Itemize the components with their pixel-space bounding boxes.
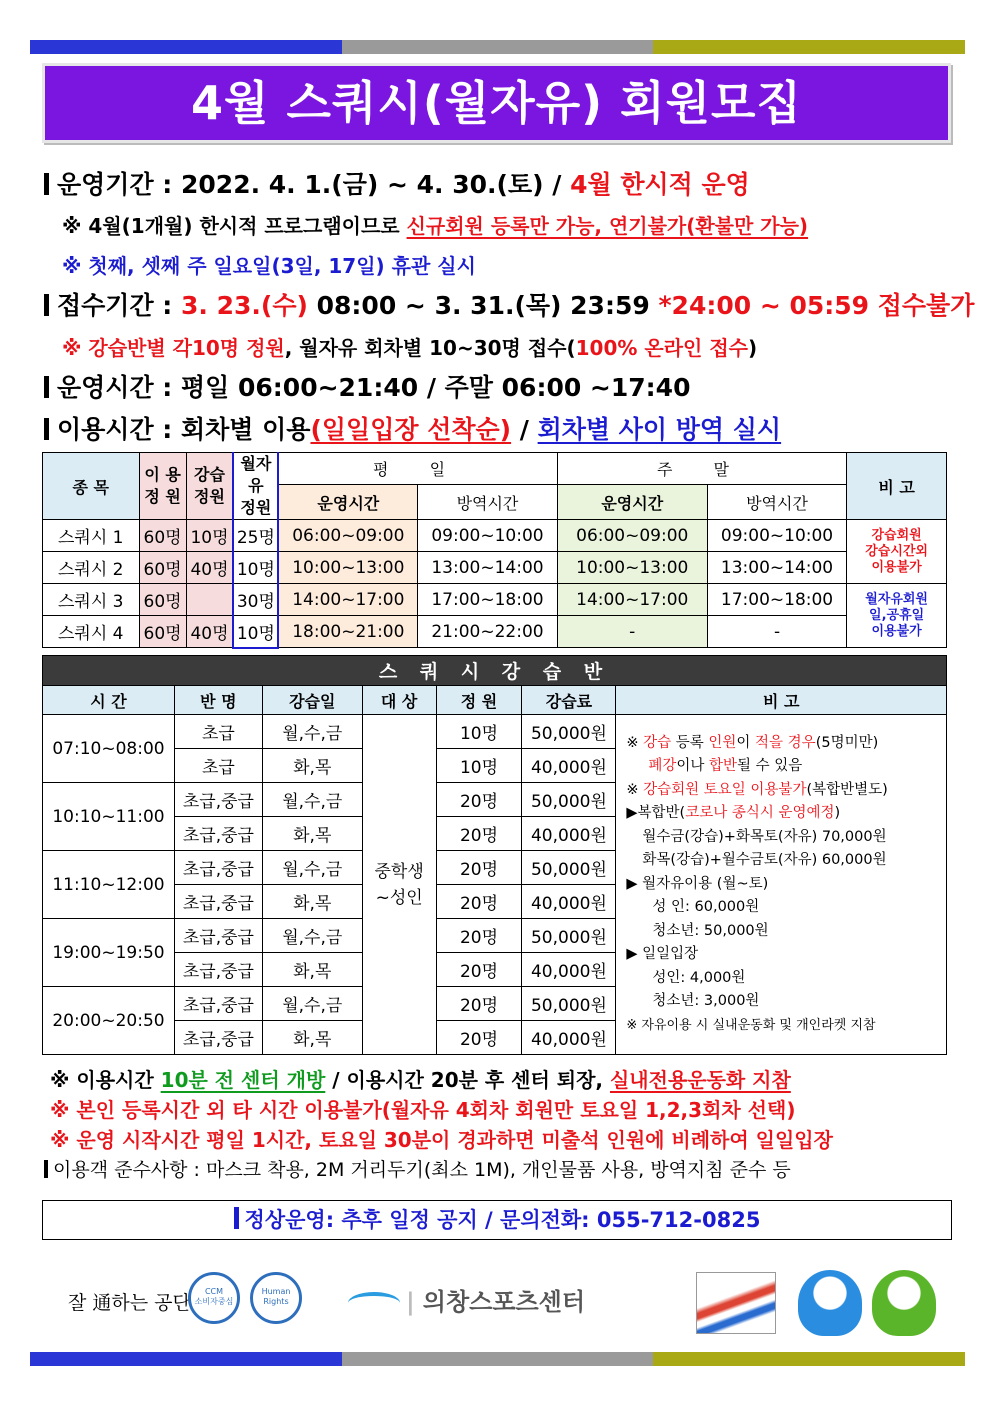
row-days: 화,목 xyxy=(262,749,362,783)
col-weekday: 평 일 xyxy=(278,453,557,485)
row-capacity: 20명 xyxy=(436,851,522,885)
row-days: 월,수,금 xyxy=(262,919,362,953)
row-capacity: 10명 xyxy=(436,749,522,783)
contact-text: 정상운영: 추후 일정 공지 / 문의전화: 055-712-0825 xyxy=(244,1208,761,1232)
slot-time: 11:10~12:00 xyxy=(43,851,175,919)
row-we-dis: - xyxy=(707,616,846,648)
row-days: 월,수,금 xyxy=(262,783,362,817)
contact-box xyxy=(42,1200,952,1240)
bullet-bar-icon xyxy=(44,173,49,195)
row-days: 화,목 xyxy=(262,1021,362,1055)
table-row xyxy=(43,715,947,749)
footnote-3: ※ 운영 시작시간 평일 1시간, 토요일 30분이 경과하면 미출석 인원에 비례하여 일일입장 xyxy=(50,1128,833,1152)
bullet-bar-icon xyxy=(44,1160,48,1178)
row-class: 초급,중급 xyxy=(174,1021,262,1055)
col-we-op: 운영시간 xyxy=(557,485,707,520)
footnote-2: ※ 본인 등록시간 외 타 시간 이용불가(월자유 4회차 회원만 토요일 1,2,3회차 선택) xyxy=(50,1098,796,1122)
row-cap: 60명 xyxy=(139,584,186,616)
note-mark: ※ xyxy=(626,781,639,798)
table-row xyxy=(43,616,947,648)
footnote-1 xyxy=(50,1064,791,1093)
row-lesson xyxy=(186,584,233,616)
row-cap: 60명 xyxy=(139,520,186,552)
note-text: (5명미만) xyxy=(815,734,879,751)
row-wd-dis: 09:00~10:00 xyxy=(418,520,557,552)
note-text: 합반 xyxy=(709,758,738,775)
note-line xyxy=(626,779,946,803)
row-name: 스쿼시 2 xyxy=(43,552,140,584)
row-fee: 50,000원 xyxy=(522,987,616,1021)
note1-highlight: 신규회원 등록만 가능, 연기불가(환불만 가능) xyxy=(406,214,809,238)
col-wd-op: 운영시간 xyxy=(278,485,417,520)
row-name: 스쿼시 4 xyxy=(43,616,140,648)
reception-restriction: *24:00 ~ 05:59 접수불가 xyxy=(658,291,975,320)
note-line: 성 인: 60,000원 xyxy=(652,899,760,916)
row-capacity: 20명 xyxy=(436,953,522,987)
note-text: 폐강 xyxy=(648,758,677,775)
row-class: 초급,중급 xyxy=(174,919,262,953)
row-we-dis: 17:00~18:00 xyxy=(707,584,846,616)
col-we-dis: 방역시간 xyxy=(707,485,846,520)
col-wd-dis: 방역시간 xyxy=(418,485,557,520)
note-lesson-members: 강습회원 강습시간외 이용불가 xyxy=(847,520,947,584)
note-text: 인원 xyxy=(708,734,737,751)
slot-time: 07:10~08:00 xyxy=(43,715,175,783)
usage-red: (일일입장 선착순) xyxy=(310,415,512,444)
note-text: ) xyxy=(834,805,841,822)
slogan-logo: 잘 通하는 공단 xyxy=(68,1292,191,1314)
row-name: 스쿼시 1 xyxy=(43,520,140,552)
row-wd-op: 10:00~13:00 xyxy=(278,552,417,584)
row-fee: 50,000원 xyxy=(522,715,616,749)
row-class: 초급,중급 xyxy=(174,817,262,851)
lesson-banner: 스 쿼 시 강 습 반 xyxy=(43,656,947,686)
row-fee: 50,000원 xyxy=(522,851,616,885)
col-fee: 강습료 xyxy=(522,686,616,715)
reception-label: 접수기간 : xyxy=(57,291,173,320)
bullet-bar-icon xyxy=(44,376,49,398)
note-line: 화목(강습)+월수금토(자유) 60,000원 xyxy=(642,852,887,869)
row-capacity: 10명 xyxy=(436,715,522,749)
note-line xyxy=(626,755,946,779)
page-title: 4월 스쿼시(월자유) 회원모집 xyxy=(42,63,951,143)
note1-prefix: ※ 4월(1개월) 한시적 프로그램이므로 xyxy=(62,214,400,238)
row-class: 초급 xyxy=(174,749,262,783)
row-days: 화,목 xyxy=(262,817,362,851)
row-cap: 60명 xyxy=(139,552,186,584)
table-row xyxy=(43,520,947,552)
footnote-4 xyxy=(44,1155,791,1182)
row-lesson: 40명 xyxy=(186,552,233,584)
fn4: 이용객 준수사항 : 마스크 착용, 2M 거리두기(최소 1M), 개인물품 사용, 방역지침 준수 등 xyxy=(53,1159,791,1181)
note-text: 이나 xyxy=(676,758,705,775)
ccm-badge-icon: CCM 소비자중심 xyxy=(188,1272,240,1324)
col-note: 비 고 xyxy=(616,686,947,715)
note-line: 청소년: 50,000원 xyxy=(652,922,769,939)
reception-dates: 3. 23.(수) xyxy=(181,291,308,320)
row-days: 화,목 xyxy=(262,953,362,987)
note-text: 등록 xyxy=(675,734,704,751)
col-free-capacity: 월자유 정원 xyxy=(233,453,278,520)
period-note-2: ※ 첫째, 셋째 주 일요일(3일, 17일) 휴관 실시 xyxy=(62,254,476,278)
col-weekend: 주 말 xyxy=(557,453,847,485)
note-line xyxy=(626,802,946,826)
slot-time: 10:10~11:00 xyxy=(43,783,175,851)
row-lesson: 10명 xyxy=(186,520,233,552)
row-wd-dis: 21:00~22:00 xyxy=(418,616,557,648)
col-capacity: 정 원 xyxy=(436,686,522,715)
note-text: 될 수 있음 xyxy=(737,758,803,775)
row-free: 30명 xyxy=(233,584,278,616)
row-cap: 60명 xyxy=(139,616,186,648)
row-capacity: 20명 xyxy=(436,885,522,919)
row-wd-dis: 17:00~18:00 xyxy=(418,584,557,616)
row-days: 월,수,금 xyxy=(262,987,362,1021)
row-class: 초급,중급 xyxy=(174,783,262,817)
period-label: 운영기간 : 2022. 4. 1.(금) ~ 4. 30.(토) / xyxy=(57,170,562,199)
row-capacity: 20명 xyxy=(436,919,522,953)
fn1c: / 이용시간 20분 후 센터 퇴장, xyxy=(332,1068,604,1092)
row-we-dis: 13:00~14:00 xyxy=(707,552,846,584)
col-time: 시 간 xyxy=(43,686,175,715)
row-wd-op: 14:00~17:00 xyxy=(278,584,417,616)
row-free: 10명 xyxy=(233,616,278,648)
note-line xyxy=(626,732,946,756)
row-capacity: 20명 xyxy=(436,987,522,1021)
hours-label: 운영시간 : 평일 06:00~21:40 / 주말 06:00 ~17:40 xyxy=(57,373,691,402)
row-class: 초급,중급 xyxy=(174,953,262,987)
slot-time: 20:00~20:50 xyxy=(43,987,175,1055)
row-class: 초급,중급 xyxy=(174,851,262,885)
row-wd-op: 06:00~09:00 xyxy=(278,520,417,552)
note-line: ▶ 월자유이용 (월~토) xyxy=(626,875,769,892)
row-class: 초급,중급 xyxy=(174,987,262,1021)
row-free: 25명 xyxy=(233,520,278,552)
row-wd-dis: 13:00~14:00 xyxy=(418,552,557,584)
row-capacity: 20명 xyxy=(436,1021,522,1055)
row-fee: 40,000원 xyxy=(522,1021,616,1055)
row-capacity: 20명 xyxy=(436,783,522,817)
top-color-bar xyxy=(30,40,965,54)
row-capacity: 20명 xyxy=(436,817,522,851)
col-note: 비 고 xyxy=(847,453,947,520)
reception-note-end: ) xyxy=(747,336,758,360)
col-lesson-capacity: 강습 정원 xyxy=(186,453,233,520)
note-text: 강습회원 토요일 이용불가 xyxy=(643,781,807,798)
period-highlight: 4월 한시적 운영 xyxy=(570,170,750,199)
note-line: 월수금(강습)+화목토(자유) 70,000원 xyxy=(642,828,887,845)
row-fee: 40,000원 xyxy=(522,749,616,783)
reception-note xyxy=(62,332,757,361)
org-name: 의창스포츠센터 xyxy=(422,1288,586,1316)
note-line: ▶ 일일입장 xyxy=(626,946,699,963)
period-line xyxy=(44,165,750,201)
usage-blue: 회차별 사이 방역 실시 xyxy=(537,415,782,444)
note-line: 성인: 4,000원 xyxy=(652,969,746,986)
col-class: 반 명 xyxy=(174,686,262,715)
row-class: 초급,중급 xyxy=(174,885,262,919)
target-audience: 중학생 ~성인 xyxy=(362,715,436,1055)
col-capacity: 이 용 정 원 xyxy=(139,453,186,520)
row-fee: 40,000원 xyxy=(522,885,616,919)
row-we-op: 10:00~13:00 xyxy=(557,552,707,584)
fn1a: ※ 이용시간 xyxy=(50,1068,154,1092)
schedule-table xyxy=(42,452,947,649)
lesson-notes xyxy=(616,715,947,1055)
note-line: 청소년: 3,000원 xyxy=(652,993,760,1010)
arc-logo-icon xyxy=(348,1292,400,1314)
row-days: 화,목 xyxy=(262,885,362,919)
row-days: 월,수,금 xyxy=(262,851,362,885)
note-mark: ※ xyxy=(626,734,639,751)
usage-line xyxy=(44,410,781,446)
note-text: 이 xyxy=(736,734,751,751)
note-line: ※ 자유이용 시 실내운동화 및 개인라켓 지참 xyxy=(626,1017,876,1033)
row-fee: 50,000원 xyxy=(522,919,616,953)
col-item: 종 목 xyxy=(43,453,140,520)
lesson-table xyxy=(42,655,947,1055)
human-rights-badge-icon: Human Rights xyxy=(250,1272,302,1324)
row-we-op: - xyxy=(557,616,707,648)
note-text: 강습 xyxy=(643,734,672,751)
reception-note-red2: 100% 온라인 접수 xyxy=(575,336,748,360)
slot-time: 19:00~19:50 xyxy=(43,919,175,987)
row-class: 초급 xyxy=(174,715,262,749)
row-we-op: 14:00~17:00 xyxy=(557,584,707,616)
row-fee: 50,000원 xyxy=(522,783,616,817)
bottom-color-bar xyxy=(30,1352,965,1366)
row-free: 10명 xyxy=(233,552,278,584)
note-text: (복합반별도) xyxy=(806,781,888,798)
note-text: 적을 경우 xyxy=(755,734,816,751)
row-lesson: 40명 xyxy=(186,616,233,648)
note-text: 코로나 종식시 운영예정 xyxy=(685,805,835,822)
note-free-members: 월자유회원 일,공휴일 이용불가 xyxy=(847,584,947,648)
period-note-1 xyxy=(62,210,808,239)
row-we-op: 06:00~09:00 xyxy=(557,520,707,552)
note-text: ▶복합반( xyxy=(626,805,686,822)
certificate-icon xyxy=(696,1272,776,1334)
reception-note-red: ※ 강습반별 각10명 정원 xyxy=(62,336,285,360)
row-name: 스쿼시 3 xyxy=(43,584,140,616)
row-days: 월,수,금 xyxy=(262,715,362,749)
bullet-bar-icon xyxy=(44,294,49,316)
table-row xyxy=(43,552,947,584)
reception-line xyxy=(44,286,974,322)
table-row xyxy=(43,584,947,616)
hours-line xyxy=(44,368,690,404)
col-target: 대 상 xyxy=(362,686,436,715)
usage-sep: / xyxy=(511,415,538,444)
usage-label: 이용시간 : 회차별 이용 xyxy=(57,415,311,444)
row-fee: 40,000원 xyxy=(522,953,616,987)
row-we-dis: 09:00~10:00 xyxy=(707,520,846,552)
col-days: 강습일 xyxy=(262,686,362,715)
mascot-green-icon xyxy=(872,1270,936,1336)
bullet-bar-icon xyxy=(234,1207,239,1229)
footer-logos xyxy=(0,1268,992,1338)
fn1d: 실내전용운동화 지참 xyxy=(609,1068,791,1092)
reception-time: 08:00 ~ 3. 31.(목) 23:59 xyxy=(316,291,650,320)
row-fee: 40,000원 xyxy=(522,817,616,851)
mascot-blue-icon xyxy=(798,1270,862,1336)
reception-note-mid: , 월자유 회차별 10~30명 접수( xyxy=(284,336,576,360)
sports-center-logo: | 의창스포츠센터 xyxy=(348,1282,585,1317)
row-wd-op: 18:00~21:00 xyxy=(278,616,417,648)
fn1b: 10분 전 센터 개방 xyxy=(160,1068,326,1092)
bullet-bar-icon xyxy=(44,418,49,440)
